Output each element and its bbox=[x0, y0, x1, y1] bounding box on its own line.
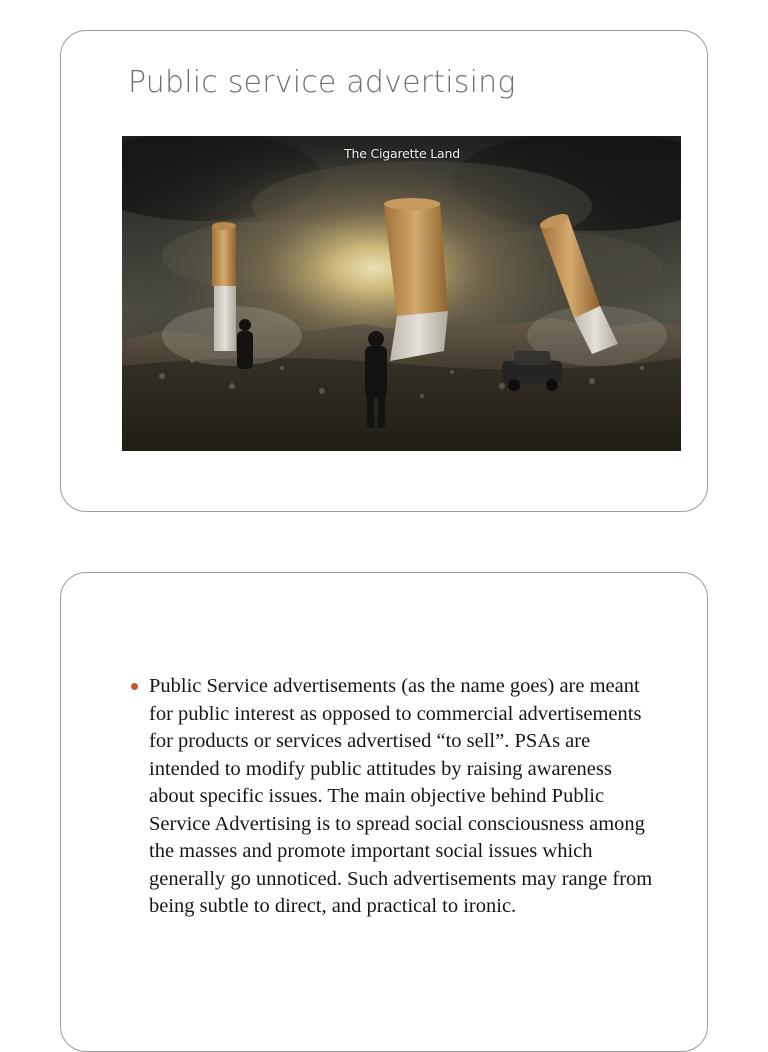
cigarette-land-image bbox=[122, 136, 681, 451]
cigarette-land-illustration bbox=[122, 136, 681, 451]
slide-title: Public service advertising bbox=[128, 65, 516, 100]
slide-1 bbox=[60, 30, 708, 512]
bullet-icon bbox=[131, 683, 138, 690]
bullet-text: Public Service advertisements (as the name goes) are meant for public interest as opposed to commercial advertisements for products or services advertised “to sell”. PSAs are intended to modify public attitudes by raising awareness about specific issues. The main objective behind Public Service Advertising is to spread social consciousness among the masses and promote important social issues which generally go unnoticed. Such advertisements may range from being subtle to direct, and practical to ironic. bbox=[149, 675, 653, 917]
image-caption: The Cigarette Land bbox=[344, 146, 460, 161]
slide-2 bbox=[60, 572, 708, 1052]
bullet-item bbox=[131, 673, 661, 921]
bullet-list bbox=[131, 673, 661, 921]
